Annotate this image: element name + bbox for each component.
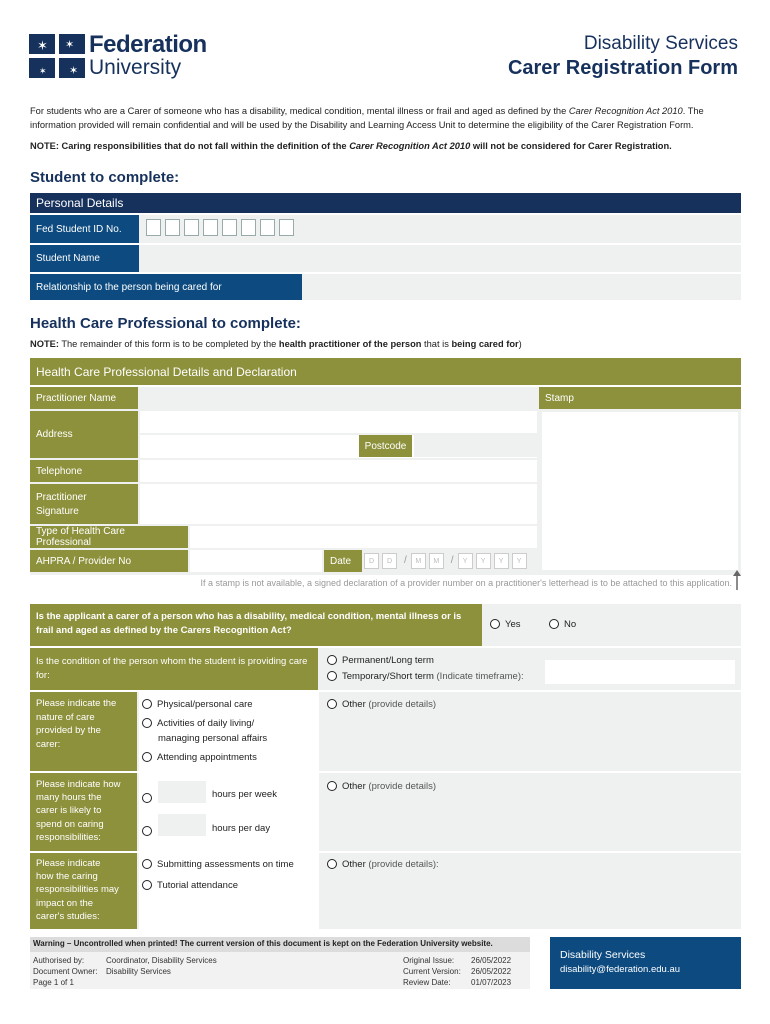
q3-other-radio[interactable]: Other (provide details) bbox=[327, 699, 436, 710]
footer-left-values: Coordinator, Disability Services Disability Services bbox=[106, 956, 217, 976]
id-digit-box[interactable] bbox=[241, 219, 256, 236]
personal-details-header: Personal Details bbox=[30, 193, 741, 213]
per-day-label: hours per day bbox=[212, 823, 271, 834]
radio-icon[interactable] bbox=[327, 781, 337, 791]
svg-text:✶: ✶ bbox=[39, 67, 47, 77]
radio-icon[interactable] bbox=[327, 671, 337, 681]
footer-right-values: 26/05/2022 26/05/2022 01/07/2023 bbox=[471, 956, 512, 987]
q4-other-radio[interactable]: Other (provide details) bbox=[327, 781, 436, 792]
per-week-radio[interactable] bbox=[142, 789, 157, 807]
q2-temporary-radio[interactable]: Temporary/Short term (Indicate timeframe): bbox=[327, 671, 524, 682]
telephone-label: Telephone bbox=[30, 460, 138, 482]
logo-line2: University bbox=[89, 56, 182, 79]
radio-icon[interactable] bbox=[327, 699, 337, 709]
q3-label: Please indicate the nature of care provided by the carer: bbox=[30, 692, 137, 771]
id-digit-box[interactable] bbox=[146, 219, 161, 236]
submitting-radio[interactable]: Submitting assessments on time bbox=[142, 859, 294, 870]
daily-living-radio[interactable]: Activities of daily living/ bbox=[142, 718, 254, 729]
arrow-up-icon bbox=[733, 570, 741, 590]
svg-text:✶: ✶ bbox=[37, 39, 48, 54]
student-id-label: Fed Student ID No. bbox=[30, 215, 139, 243]
stamp-label: Stamp bbox=[539, 387, 741, 409]
hcp-note: NOTE: The remainder of this form is to be completed by the health practitioner of the person that is being cared for) bbox=[30, 339, 522, 349]
q1-no-radio[interactable]: No bbox=[549, 619, 576, 630]
q4-label: Please indicate how many hours the carer is likely to spend on caring responsibilities: bbox=[30, 773, 137, 851]
student-id-boxes[interactable] bbox=[146, 219, 298, 241]
radio-icon[interactable] bbox=[142, 718, 152, 728]
address-label: Address bbox=[36, 428, 73, 440]
hcp-heading: Health Care Professional to complete: bbox=[30, 315, 301, 332]
q5-other-radio[interactable]: Other (provide details): bbox=[327, 859, 439, 870]
q5-label: Please indicate how the caring responsibilities may impact on the carer's studies: bbox=[30, 853, 137, 929]
daily-living-line2: managing personal affairs bbox=[158, 733, 268, 744]
footer-right-labels: Original Issue: Current Version: Review Date: bbox=[403, 956, 461, 987]
ahpra-label: AHPRA / Provider No bbox=[30, 550, 188, 572]
department-title: Disability Services bbox=[583, 33, 738, 54]
id-digit-box[interactable] bbox=[260, 219, 275, 236]
type-field[interactable] bbox=[190, 526, 537, 548]
q1-yes-radio[interactable]: Yes bbox=[490, 619, 521, 630]
logo bbox=[29, 32, 229, 80]
hours-per-day-field[interactable] bbox=[158, 814, 206, 836]
contact-email[interactable]: disability@federation.edu.au bbox=[560, 964, 681, 975]
date-field[interactable]: D D / M M / Y Y Y Y bbox=[364, 553, 530, 569]
contact-title: Disability Services bbox=[560, 949, 646, 961]
q2-label: Is the condition of the person whom the student is providing care for: bbox=[30, 648, 318, 690]
id-digit-box[interactable] bbox=[279, 219, 294, 236]
ahpra-field[interactable] bbox=[190, 550, 322, 572]
type-label: Type of Health Care Professional bbox=[30, 526, 188, 548]
timeframe-field[interactable] bbox=[545, 660, 735, 684]
intro-paragraph: For students who are a Carer of someone who has a disability, medical condition, mental illness or frail and aged as defined by the Carer Recognition Act 2010. The information provided will remain confidential and will be used by the Disability and Learning Access Unit to determine the eligibility of the Carer Registration Form. bbox=[30, 106, 704, 130]
relationship-label: Relationship to the person being cared for bbox=[30, 274, 302, 300]
per-day-radio[interactable] bbox=[142, 822, 157, 840]
radio-icon[interactable] bbox=[142, 880, 152, 890]
date-label: Date bbox=[324, 550, 362, 572]
svg-text:✶: ✶ bbox=[69, 64, 79, 77]
physical-care-radio[interactable]: Physical/personal care bbox=[142, 699, 253, 710]
logo-emblem-icon bbox=[29, 34, 85, 78]
intro-note: NOTE: Caring responsibilities that do not fall within the definition of the Carer Recognition Act 2010 will not be considered for Carer Registration. bbox=[30, 141, 672, 151]
stamp-box[interactable] bbox=[542, 412, 738, 570]
stamp-note: If a stamp is not available, a signed declaration of a provider number on a practitioner's letterhead is to be attached to this application. bbox=[200, 578, 732, 588]
student-name-label: Student Name bbox=[30, 245, 139, 272]
radio-icon[interactable] bbox=[142, 699, 152, 709]
radio-icon[interactable] bbox=[142, 826, 152, 836]
id-digit-box[interactable] bbox=[203, 219, 218, 236]
q2-permanent-radio[interactable]: Permanent/Long term bbox=[327, 655, 434, 666]
radio-icon[interactable] bbox=[142, 752, 152, 762]
svg-text:✶: ✶ bbox=[65, 38, 75, 51]
tutorial-radio[interactable]: Tutorial attendance bbox=[142, 880, 238, 891]
radio-icon[interactable] bbox=[490, 619, 500, 629]
postcode-label: Postcode bbox=[359, 435, 412, 457]
radio-icon[interactable] bbox=[327, 859, 337, 869]
practitioner-name-label: Practitioner Name bbox=[30, 387, 138, 409]
radio-icon[interactable] bbox=[549, 619, 559, 629]
radio-icon[interactable] bbox=[142, 859, 152, 869]
signature-label: Practitioner Signature bbox=[30, 484, 138, 524]
student-heading: Student to complete: bbox=[30, 169, 180, 186]
signature-field[interactable] bbox=[140, 484, 537, 524]
logo-line1: Federation bbox=[89, 31, 207, 58]
radio-icon[interactable] bbox=[142, 793, 152, 803]
contact-box bbox=[550, 937, 741, 989]
practitioner-name-field[interactable] bbox=[140, 387, 537, 409]
telephone-field[interactable] bbox=[140, 460, 537, 482]
postcode-field[interactable] bbox=[414, 435, 537, 457]
hcp-section-header: Health Care Professional Details and Declaration bbox=[30, 358, 741, 385]
footer-left-labels: Authorised by: Document Owner: Page 1 of 1 bbox=[33, 956, 98, 987]
hours-per-week-field[interactable] bbox=[158, 781, 206, 803]
appointments-radio[interactable]: Attending appointments bbox=[142, 752, 257, 763]
id-digit-box[interactable] bbox=[222, 219, 237, 236]
id-digit-box[interactable] bbox=[184, 219, 199, 236]
per-week-label: hours per week bbox=[212, 789, 277, 800]
q1-label: Is the applicant a carer of a person who has a disability, medical condition, mental illness or is frail and aged as defined by the Carers Recognition Act? bbox=[30, 604, 482, 646]
id-digit-box[interactable] bbox=[165, 219, 180, 236]
footer-warning: Warning – Uncontrolled when printed! The current version of this document is kept on the Federation University website. bbox=[30, 937, 530, 952]
radio-icon[interactable] bbox=[327, 655, 337, 665]
form-title: Carer Registration Form bbox=[507, 57, 738, 79]
